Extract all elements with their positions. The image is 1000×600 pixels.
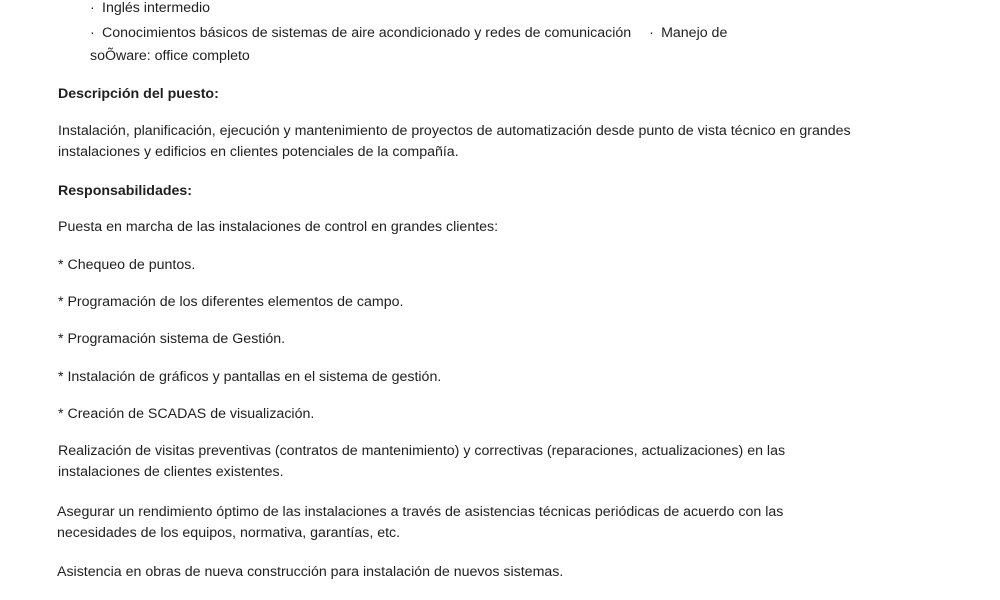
responsibilities-intro: Puesta en marcha de las instalaciones de control en grandes clientes: bbox=[58, 219, 499, 235]
responsibilities-heading: Responsabilidades: bbox=[58, 183, 193, 199]
responsibility-item: * Programación sistema de Gestión. bbox=[58, 331, 286, 347]
visits-text-line-2: instalaciones de clientes existentes. bbox=[58, 464, 284, 480]
bullet-icon: · bbox=[90, 25, 95, 41]
requirement-item-english bbox=[90, 0, 210, 19]
requirement-text: Inglés intermedio bbox=[102, 0, 211, 16]
description-heading: Descripción del puesto: bbox=[58, 86, 219, 102]
requirement-item-software bbox=[90, 46, 250, 67]
description-text-line-2: instalaciones y edificios en clientes potenciales de la compañía. bbox=[58, 144, 459, 160]
requirement-item-hvac bbox=[90, 23, 727, 44]
responsibility-item: * Creación de SCADAS de visualización. bbox=[58, 406, 315, 422]
bullet-icon: · bbox=[649, 25, 654, 41]
construction-text: Asistencia en obras de nueva construcción para instalación de nuevos sistemas. bbox=[57, 564, 564, 580]
bullet-icon: · bbox=[90, 0, 95, 16]
responsibility-item: * Instalación de gráficos y pantallas en el sistema de gestión. bbox=[58, 369, 442, 385]
visits-text-line-1: Realización de visitas preventivas (contratos de mantenimiento) y correctivas (reparaciones, actualizaciones) en las bbox=[58, 443, 786, 459]
responsibility-item: * Chequeo de puntos. bbox=[58, 257, 196, 273]
requirement-text: Manejo de bbox=[661, 25, 728, 41]
requirement-text: Conocimientos básicos de sistemas de aire acondicionado y redes de comunicación bbox=[102, 25, 632, 41]
description-text-line-1: Instalación, planificación, ejecución y mantenimiento de proyectos de automatización desde punto de vista técnico en grandes bbox=[58, 123, 851, 139]
performance-text-line-1: Asegurar un rendimiento óptimo de las instalaciones a través de asistencias técnicas periódicas de acuerdo con las bbox=[57, 504, 784, 520]
responsibility-item: * Programación de los diferentes elementos de campo. bbox=[58, 294, 404, 310]
performance-text-line-2: necesidades de los equipos, normativa, garantías, etc. bbox=[57, 525, 401, 541]
requirement-text: soÕware: office completo bbox=[90, 48, 250, 64]
